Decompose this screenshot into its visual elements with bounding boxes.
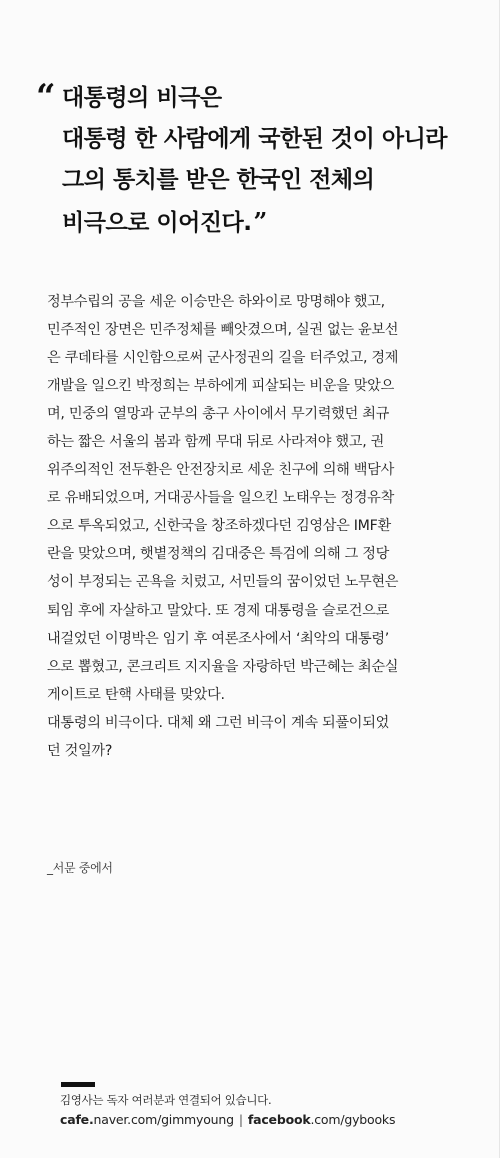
body-line: 내걸었던 이명박은 임기 후 여론조사에서 ‘최악의 대통령’	[47, 630, 389, 647]
quote-line-3: 그의 통치를 받은 한국인 전체의	[62, 167, 375, 193]
body-line: 게이트로 탄핵 사태를 맞았다.	[47, 686, 225, 703]
body-line: 민주적인 장면은 민주정체를 빼앗겼으며, 실권 없는 윤보선	[47, 322, 399, 339]
body-line: 위주의적인 전두환은 안전장치로 세운 친구에 의해 백담사	[47, 462, 394, 479]
facebook-path: .com/gybooks	[310, 1112, 396, 1127]
quote-line-2: 대통령 한 사람에게 국한된 것이 아니라	[62, 126, 448, 152]
body-line: 성이 부정되는 곤욕을 치렀고, 서민들의 꿈이었던 노무현은	[47, 574, 399, 591]
body-line: 로 유배되었으며, 거대공사들을 일으킨 노태우는 정경유착	[47, 490, 394, 507]
quote-line-1: 대통령의 비극은	[62, 85, 222, 111]
quote-line-4-text: 비극으로 이어진다.	[62, 210, 252, 236]
facebook-link[interactable]	[248, 1112, 395, 1127]
body-line: 으로 투옥되었고, 신한국을 창조하겠다던 김영삼은 IMF환	[47, 518, 391, 535]
open-quote-mark: “	[36, 77, 53, 117]
source-attribution: _서문 중에서	[47, 861, 113, 875]
body-line: 대통령의 비극이다. 대체 왜 그런 비극이 계속 되풀이되었	[47, 714, 389, 731]
body-line: 으로 뽑혔고, 콘크리트 지지율을 자랑하던 박근혜는 최순실	[47, 658, 399, 675]
link-separator: |	[238, 1112, 243, 1127]
cafe-domain: naver.com	[93, 1112, 158, 1127]
cafe-prefix: cafe.	[60, 1112, 94, 1127]
quote-text	[62, 78, 482, 244]
publisher-links	[60, 1112, 395, 1127]
body-paragraph	[47, 288, 459, 765]
body-line: 은 쿠데타를 시인함으로써 군사정권의 길을 터주었고, 경제	[47, 350, 399, 367]
body-line: 란을 맞았으며, 햇볕정책의 김대중은 특검에 의해 그 정당	[47, 546, 389, 563]
cafe-link[interactable]	[60, 1112, 234, 1127]
body-line: 하는 짧은 서울의 봄과 함께 무대 뒤로 사라져야 했고, 권	[47, 434, 385, 451]
body-line: 며, 민중의 열망과 군부의 총구 사이에서 무기력했던 최규	[47, 406, 389, 423]
close-quote-mark: ”	[253, 207, 265, 236]
footer-accent-bar	[61, 1082, 95, 1087]
body-line: 던 것일까?	[47, 742, 113, 759]
quote-line-4	[62, 201, 482, 244]
body-line: 퇴임 후에 자살하고 말았다. 또 경제 대통령을 슬로건으로	[47, 602, 389, 619]
facebook-domain: facebook	[247, 1112, 311, 1127]
body-line: 개발을 일으킨 박정희는 부하에게 피살되는 비운을 맞았으	[47, 378, 394, 395]
publisher-tagline: 김영사는 독자 여러분과 연결되어 있습니다.	[60, 1093, 272, 1107]
cafe-path: /gimmyoung	[157, 1112, 234, 1127]
body-line: 정부수립의 공을 세운 이승만은 하와이로 망명해야 했고,	[47, 294, 385, 310]
